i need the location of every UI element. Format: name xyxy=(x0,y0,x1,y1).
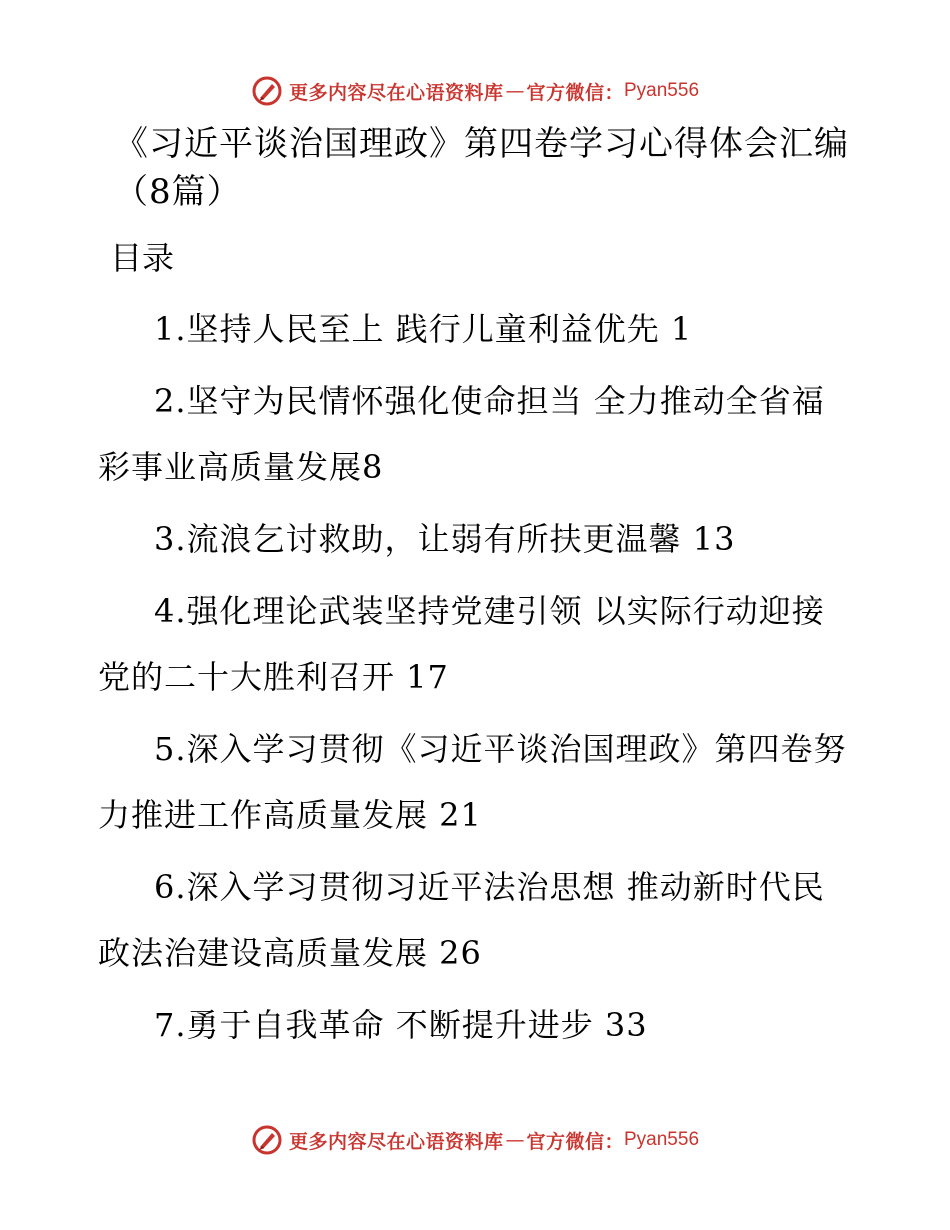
banner-dash: — xyxy=(505,1129,525,1151)
toc-list xyxy=(98,296,858,1058)
toc-item-2[interactable]: 2.坚守为民情怀强化使命担当 全力推动全省福彩事业高质量发展8 xyxy=(98,382,825,486)
banner-main-text: 更多内容尽在心语资料库 xyxy=(288,81,504,104)
banner-wechat-id: Pyan556 xyxy=(624,1129,700,1150)
toc-item-4[interactable]: 4.强化理论武装坚持党建引领 以实际行动迎接党的二十大胜利召开 17 xyxy=(98,592,825,696)
toc-item-3[interactable]: 3.流浪乞讨救助，让弱有所扶更温馨 13 xyxy=(154,520,736,558)
pen-logo-icon xyxy=(251,75,283,107)
banner-wechat-id: Pyan556 xyxy=(624,80,700,101)
document-title: 《习近平谈治国理政》第四卷学习心得体会汇编（8篇） xyxy=(114,124,849,212)
footer-watermark-banner xyxy=(0,1120,950,1160)
toc-item-5[interactable]: 5.深入学习贯彻《习近平谈治国理政》第四卷努力推进工作高质量发展 21 xyxy=(98,730,847,834)
pen-logo-icon xyxy=(251,1124,283,1156)
document-body xyxy=(98,120,858,1064)
toc-item-7[interactable]: 7.勇于自我革命 不断提升进步 33 xyxy=(154,1006,648,1044)
header-watermark-banner xyxy=(0,71,950,111)
toc-item-6[interactable]: 6.深入学习贯彻习近平法治思想 推动新时代民政法治建设高质量发展 26 xyxy=(98,868,825,972)
banner-main-text: 更多内容尽在心语资料库 xyxy=(288,1130,504,1153)
banner-secondary-text: 官方微信： xyxy=(526,1130,624,1153)
toc-heading: 目录 xyxy=(110,239,175,277)
banner-secondary-text: 官方微信： xyxy=(526,81,624,104)
toc-item-1[interactable]: 1.坚持人民至上 践行儿童利益优先 1 xyxy=(154,310,693,348)
banner-dash: — xyxy=(505,80,525,102)
